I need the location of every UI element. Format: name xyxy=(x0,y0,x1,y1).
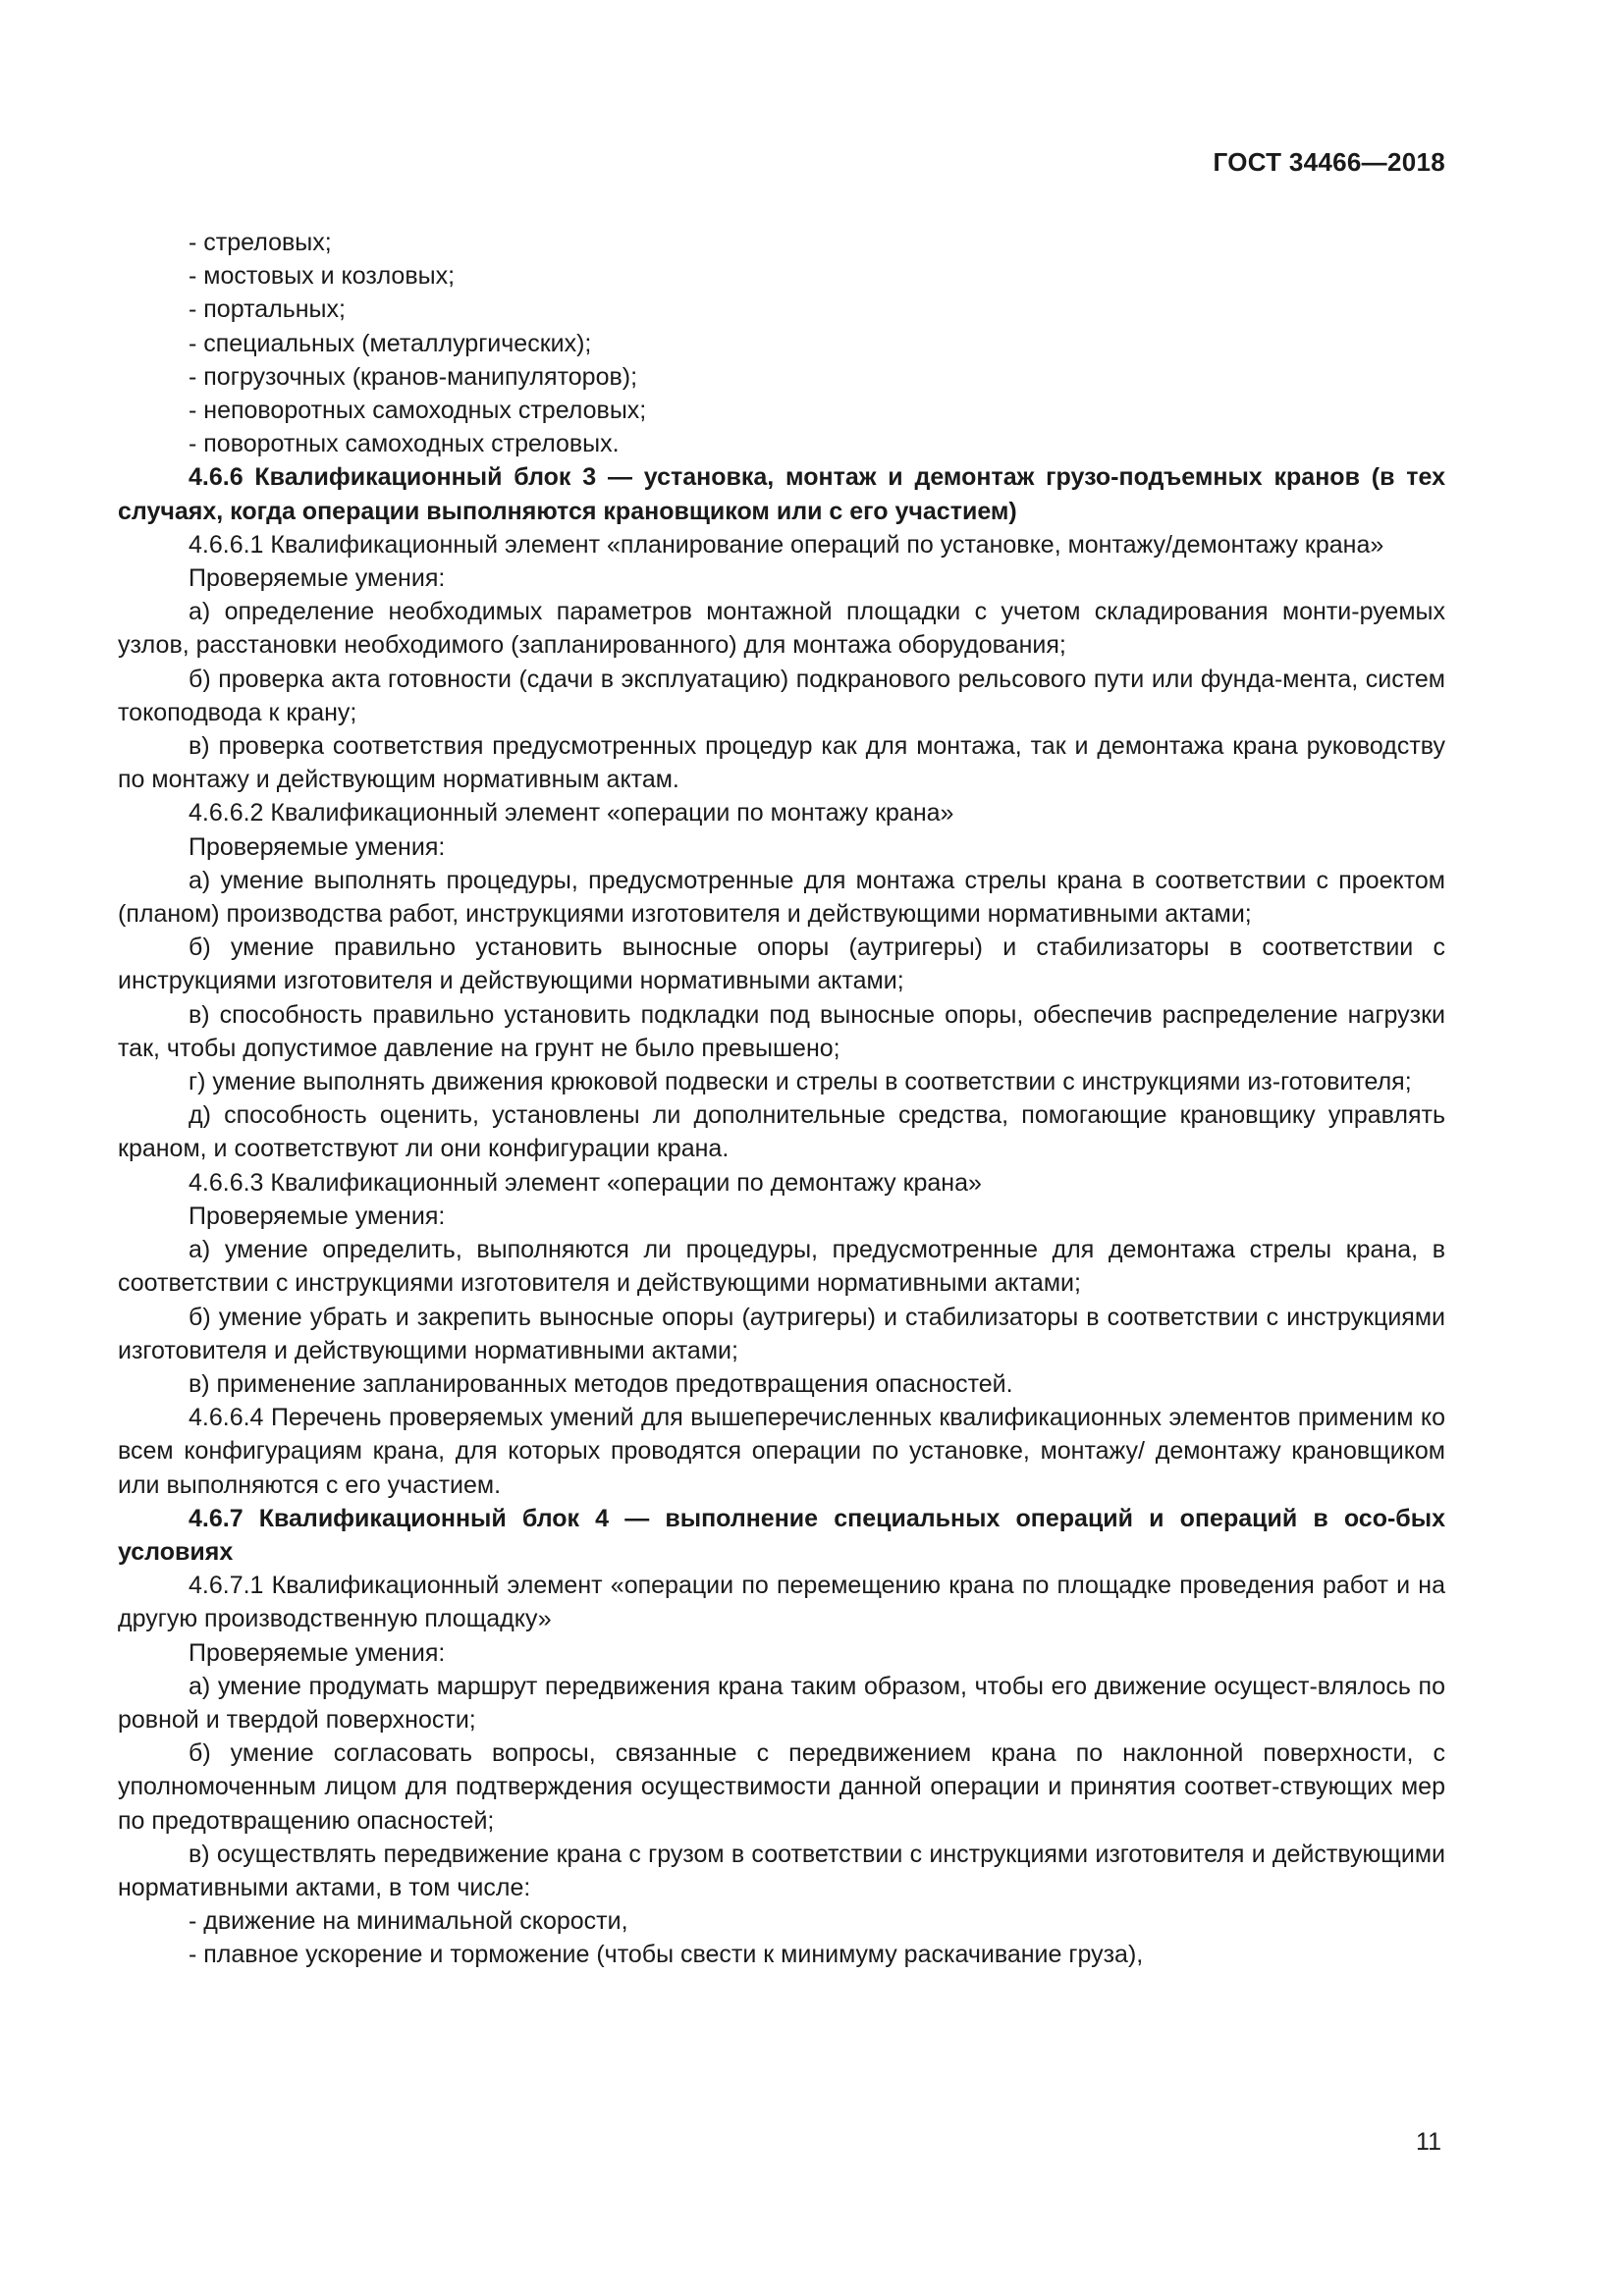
paragraph-item: в) осуществлять передвижение крана с грузом в соответствии с инструкциями изготовителя и действующими нормативными актами, в том числе: xyxy=(118,1840,1445,1901)
paragraph-item: а) умение определить, выполняются ли процедуры, предусмотренные для демонтажа стрелы крана, в соответствии с инструкциями изготовителя и действующими нормативными актами; xyxy=(118,1236,1445,1298)
paragraph-4-6-6-2: 4.6.6.2 Квалификационный элемент «операции по монтажу крана» xyxy=(189,799,954,828)
paragraph-item: в) проверка соответствия предусмотренных процедур как для монтажа, так и демонтажа крана руководству по монтажу и действующим нормативным актам. xyxy=(118,732,1445,794)
skills-label: Проверяемые умения: xyxy=(189,832,446,861)
list-item: - стреловых; xyxy=(189,229,332,256)
list-item: - погрузочных (кранов-манипуляторов); xyxy=(189,362,638,391)
paragraph-item: г) умение выполнять движения крюковой подвески и стрелы в соответствии с инструкциями из-готовителя; xyxy=(189,1068,1412,1096)
paragraph-item: б) умение убрать и закрепить выносные опоры (аутригеры) и стабилизаторы в соответствии с инструкциями изготовителя и действующими нормативными актами; xyxy=(118,1303,1445,1364)
section-heading-4-6-7: 4.6.7 Квалификационный блок 4 — выполнение специальных операций и операций в осо-бых условиях xyxy=(118,1504,1445,1566)
skills-label: Проверяемые умения: xyxy=(189,564,446,593)
list-item: - поворотных самоходных стреловых. xyxy=(189,430,620,458)
paragraph-item: а) умение выполнять процедуры, предусмотренные для монтажа стрелы крана в соответствии с проектом (планом) производства работ, инструкциями изготовителя и действующими нормативными актами; xyxy=(118,866,1445,929)
list-item: - движение на минимальной скорости, xyxy=(189,1907,628,1936)
paragraph-item: а) определение необходимых параметров монтажной площадки с учетом складирования монти-руемых узлов, расстановки необходимого (запланированного) для монтажа оборудования; xyxy=(118,598,1445,660)
paragraph-item: в) способность правильно установить подкладки под выносные опоры, обеспечив распределение нагрузки так, чтобы допустимое давление на грунт не было превышено; xyxy=(118,1000,1445,1062)
paragraph-item: д) способность оценить, установлены ли дополнительные средства, помогающие крановщику управлять краном, и соответствуют ли они конфигурации крана. xyxy=(118,1101,1445,1163)
section-heading-4-6-6: 4.6.6 Квалификационный блок 3 — установка, монтаж и демонтаж грузо-подъемных кранов (в тех случаях, когда операции выполняются крановщиком или с его участием) xyxy=(118,463,1445,525)
paragraph-item: а) умение продумать маршрут передвижения крана таким образом, чтобы его движение осущест-влялось по ровной и твердой поверхности; xyxy=(118,1672,1445,1734)
skills-label: Проверяемые умения: xyxy=(189,1638,446,1667)
paragraph-4-6-6-4: 4.6.6.4 Перечень проверяемых умений для вышеперечисленных квалификационных элементов применим ко всем конфигурациям крана, для которых проводятся операции по установке, монтажу/ демонтажу крановщиком или выполняются с его участием. xyxy=(118,1404,1445,1499)
document-body xyxy=(118,226,1445,1972)
paragraph-4-6-6-3: 4.6.6.3 Квалификационный элемент «операции по демонтажу крана» xyxy=(189,1168,982,1197)
list-item: - мостовых и козловых; xyxy=(189,262,456,291)
list-item: - портальных; xyxy=(189,295,346,324)
paragraph-4-6-6-1: 4.6.6.1 Квалификационный элемент «планирование операций по установке, монтажу/демонтажу крана» xyxy=(189,530,1384,559)
list-item: - специальных (металлургических); xyxy=(189,329,592,357)
paragraph-item: в) применение запланированных методов предотвращения опасностей. xyxy=(189,1369,1013,1398)
list-item: - неповоротных самоходных стреловых; xyxy=(189,397,647,425)
paragraph-4-6-7-1: 4.6.7.1 Квалификационный элемент «операции по перемещению крана по площадке проведения работ и на другую производственную площадку» xyxy=(118,1572,1445,1633)
skills-label: Проверяемые умения: xyxy=(189,1201,446,1230)
page-number: 11 xyxy=(1416,2128,1441,2156)
list-item: - плавное ускорение и торможение (чтобы свести к минимуму раскачивание груза), xyxy=(189,1941,1144,1969)
paragraph-item: б) проверка акта готовности (сдачи в эксплуатацию) подкранового рельсового пути или фунда-мента, систем токоподвода к крану; xyxy=(118,665,1445,726)
document-header: ГОСТ 34466—2018 xyxy=(1213,147,1445,177)
paragraph-item: б) умение согласовать вопросы, связанные с передвижением крана по наклонной поверхности, с уполномоченным лицом для подтверждения осуществимости данной операции и принятия соответ-ствующих мер по предотвращению опасностей; xyxy=(118,1739,1445,1835)
paragraph-item: б) умение правильно установить выносные опоры (аутригеры) и стабилизаторы в соответствии с инструкциями изготовителя и действующими нормативными актами; xyxy=(118,934,1445,995)
